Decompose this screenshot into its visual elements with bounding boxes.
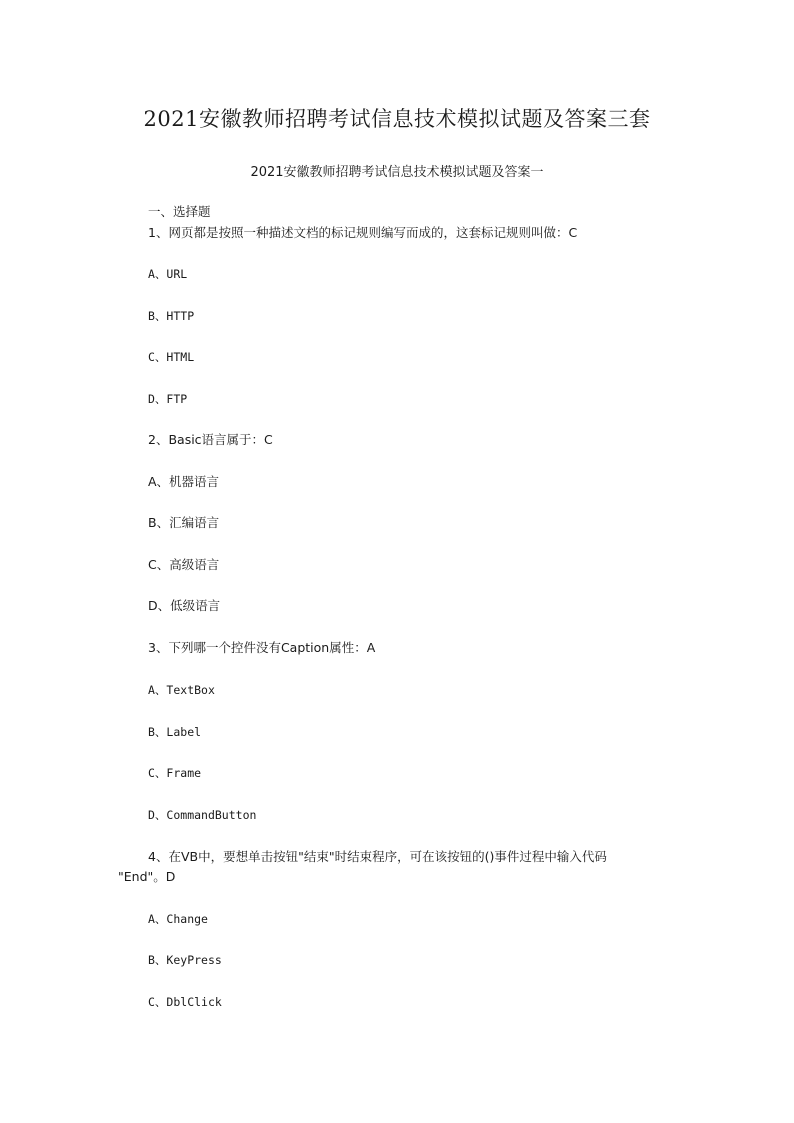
question-3-option-c: C、Frame: [148, 766, 202, 780]
document-title: 2021安徽教师招聘考试信息技术模拟试题及答案三套: [143, 107, 651, 131]
question-3-option-a: A、TextBox: [148, 683, 215, 697]
question-2-option-d: D、低级语言: [148, 598, 221, 613]
question-4-option-b: B、KeyPress: [148, 953, 222, 967]
question-3-text: 3、下列哪一个控件没有Caption属性：A: [148, 640, 376, 655]
question-4-option-a: A、Change: [148, 912, 208, 926]
question-1-text: 1、网页都是按照一种描述文档的标记规则编写而成的，这套标记规则叫做：C: [148, 225, 578, 240]
question-2-text: 2、Basic语言属于：C: [148, 432, 273, 447]
question-2-option-a: A、机器语言: [148, 474, 220, 489]
question-2-option-b: B、汇编语言: [148, 515, 220, 530]
question-1-option-b: B、HTTP: [148, 309, 195, 323]
question-3-option-d: D、CommandButton: [148, 808, 257, 822]
question-3-option-b: B、Label: [148, 725, 202, 739]
question-1-option-c: C、HTML: [148, 350, 195, 364]
question-2-option-c: C、高级语言: [148, 557, 220, 572]
section-heading: 一、选择题: [148, 204, 211, 219]
question-4-text-line-2: "End"。D: [118, 869, 176, 884]
question-1-option-d: D、FTP: [148, 392, 188, 406]
document-subtitle: 2021安徽教师招聘考试信息技术模拟试题及答案一: [250, 165, 544, 180]
question-1-option-a: A、URL: [148, 267, 188, 281]
question-4-text-line-1: 4、在VB中，要想单击按钮"结束"时结束程序，可在该按钮的()事件过程中输入代码: [148, 849, 607, 864]
question-4-option-c: C、DblClick: [148, 995, 222, 1009]
